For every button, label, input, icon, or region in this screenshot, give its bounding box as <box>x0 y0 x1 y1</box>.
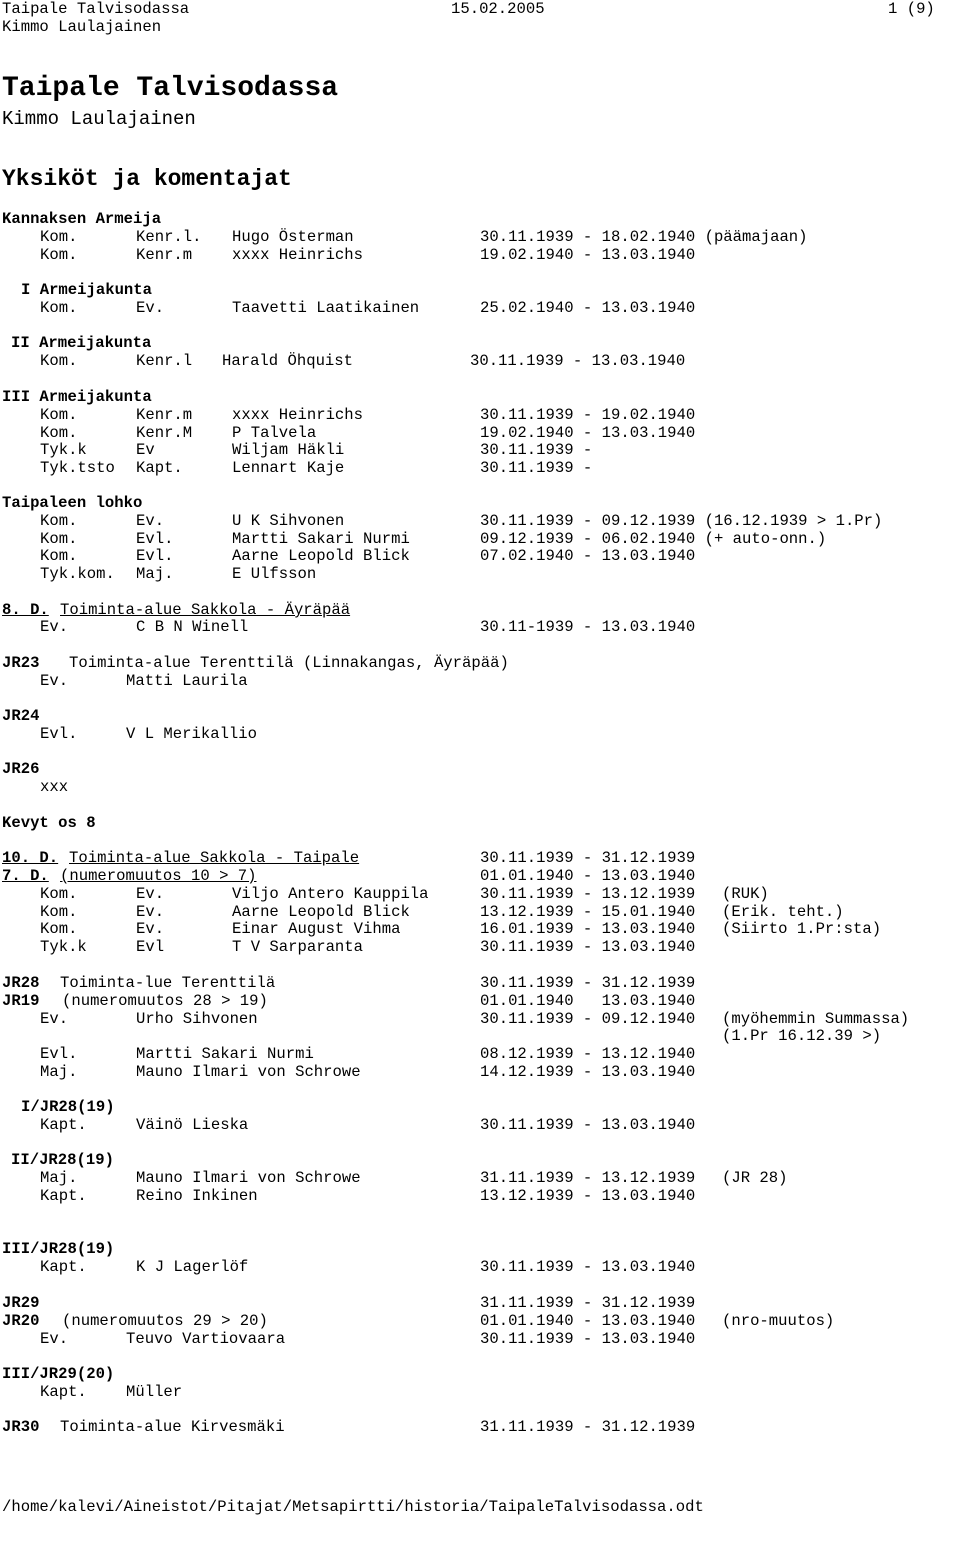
line-text: 31.11.1939 - 31.12.1939 <box>480 1418 696 1436</box>
unit-label: 10. D. <box>2 849 59 867</box>
line-text: 30.11.1939 - 31.12.1939 <box>480 974 696 992</box>
line-text: Tyk.k <box>40 441 87 459</box>
line-text: Kapt. <box>40 1258 87 1276</box>
line-text: Mauno Ilmari von Schrowe <box>136 1063 361 1081</box>
line-text: Toiminta-alue Sakkola - Äyräpää <box>60 601 351 619</box>
line-text: 07.02.1940 - 13.03.1940 <box>480 547 696 565</box>
line-text: Einar August Vihma <box>232 920 401 938</box>
line-text: 16.01.1939 - 13.03.1940 <box>480 920 696 938</box>
line-text: Ev <box>136 441 155 459</box>
line-text: Kom. <box>40 530 78 548</box>
line-text: Hugo Österman <box>232 228 354 246</box>
line-text: T V Sarparanta <box>232 938 364 956</box>
line-text: Martti Sakari Nurmi <box>232 530 410 548</box>
line-text: (numeromuutos 10 > 7) <box>60 867 257 885</box>
line-text: Väinö Lieska <box>136 1116 249 1134</box>
line-text: P Talvela <box>232 424 317 442</box>
header-date: 15.02.2005 <box>451 0 545 18</box>
line-text: Lennart Kaje <box>232 459 345 477</box>
line-text: 08.12.1939 - 13.12.1940 <box>480 1045 696 1063</box>
unit-label: I Armeijakunta <box>21 281 153 299</box>
line-text: Evl. <box>136 530 174 548</box>
unit-label: II/JR28(19) <box>11 1151 114 1169</box>
unit-label: I/JR28(19) <box>21 1098 115 1116</box>
unit-label: II Armeijakunta <box>11 334 152 352</box>
line-text: 19.02.1940 - 13.03.1940 <box>480 246 696 264</box>
line-text: 13.12.1939 - 15.01.1940 <box>480 903 696 921</box>
footer <box>0 1498 704 1552</box>
line-text: 30.11-1939 - 13.03.1940 <box>480 618 696 636</box>
unit-label: JR19 <box>2 992 40 1010</box>
line-text: 14.12.1939 - 13.03.1940 <box>480 1063 696 1081</box>
line-text: K J Lagerlöf <box>136 1258 249 1276</box>
line-text: Kom. <box>40 547 78 565</box>
line-text: (RUK) <box>722 885 769 903</box>
line-text: (Erik. teht.) <box>722 903 844 921</box>
line-text: Kapt. <box>40 1116 87 1134</box>
line-text: Evl. <box>136 547 174 565</box>
unit-label: Kannaksen Armeija <box>2 210 162 228</box>
line-text: Ev. <box>40 1010 69 1028</box>
unit-label: JR28 <box>2 974 40 992</box>
unit-label: JR30 <box>2 1418 40 1436</box>
line-text: Aarne Leopold Blick <box>232 903 410 921</box>
line-text: 30.11.1939 - <box>480 459 593 477</box>
line-text: Kenr.m <box>136 406 193 424</box>
line-text: Ev. <box>40 618 69 636</box>
line-text: Kapt. <box>40 1383 87 1401</box>
line-text: 30.11.1939 - 13.12.1939 <box>480 885 696 903</box>
line-text: Ev. <box>136 920 165 938</box>
line-text: xxx <box>40 778 69 796</box>
unit-label: III Armeijakunta <box>2 388 152 406</box>
line-text: 01.01.1940 13.03.1940 <box>480 992 696 1010</box>
line-text: 30.11.1939 - 19.02.1940 <box>480 406 696 424</box>
line-text: Ev. <box>40 672 69 690</box>
line-text: Kenr.l. <box>136 228 202 246</box>
line-text: (numeromuutos 28 > 19) <box>62 992 268 1010</box>
line-text: Harald Öhquist <box>222 352 354 370</box>
line-text: Kom. <box>40 299 78 317</box>
unit-label: JR24 <box>2 707 40 725</box>
line-text: Maj. <box>136 565 174 583</box>
line-text: (Siirto 1.Pr:sta) <box>722 920 882 938</box>
line-text: U K Sihvonen <box>232 512 345 530</box>
line-text: Urho Sihvonen <box>136 1010 258 1028</box>
line-text: Kapt. <box>40 1187 87 1205</box>
document-title: Taipale Talvisodassa <box>2 73 339 104</box>
line-text: Kom. <box>40 512 78 530</box>
line-text: Ev. <box>136 885 165 903</box>
line-text: xxxx Heinrichs <box>232 406 364 424</box>
line-text: 30.11.1939 - 13.03.1940 <box>480 1258 696 1276</box>
unit-label: Taipaleen lohko <box>2 494 143 512</box>
line-text: xxxx Heinrichs <box>232 246 364 264</box>
line-text: Ev. <box>136 903 165 921</box>
line-text: Toiminta-alue Terenttilä (Linnakangas, Äyräpää) <box>69 654 509 672</box>
line-text: 09.12.1939 - 06.02.1940 (+ auto-onn.) <box>480 530 827 548</box>
line-text: Evl. <box>40 725 78 743</box>
line-text: Kom. <box>40 920 78 938</box>
line-text: Kapt. <box>136 459 183 477</box>
line-text: Kenr.l <box>136 352 193 370</box>
line-text: C B N Winell <box>136 618 249 636</box>
line-text: Mauno Ilmari von Schrowe <box>136 1169 361 1187</box>
line-text: Taavetti Laatikainen <box>232 299 420 317</box>
unit-label: III/JR29(20) <box>2 1365 115 1383</box>
line-text: 13.12.1939 - 13.03.1940 <box>480 1187 696 1205</box>
line-text: 30.11.1939 - 09.12.1939 (16.12.1939 > 1.Pr) <box>480 512 883 530</box>
line-text: 30.11.1939 - 13.03.1940 <box>480 1330 696 1348</box>
line-text: Tyk.k <box>40 938 87 956</box>
line-text: Maj. <box>40 1063 78 1081</box>
header-author: Kimmo Laulajainen <box>2 18 162 36</box>
line-text: (numeromuutos 29 > 20) <box>62 1312 268 1330</box>
line-text: V L Merikallio <box>126 725 258 743</box>
line-text: Kom. <box>40 885 78 903</box>
unit-label: JR23 <box>2 654 40 672</box>
line-text: Teuvo Vartiovaara <box>126 1330 286 1348</box>
line-text: Kom. <box>40 246 78 264</box>
header-title: Taipale Talvisodassa <box>2 0 190 18</box>
unit-label: Kevyt os 8 <box>2 814 96 832</box>
line-text: 30.11.1939 - 31.12.1939 <box>480 849 696 867</box>
line-text: Kenr.m <box>136 246 193 264</box>
line-text: 30.11.1939 - <box>480 441 593 459</box>
line-text: Kom. <box>40 406 78 424</box>
unit-label: 8. D. <box>2 601 49 619</box>
line-text: Kom. <box>40 903 78 921</box>
unit-label: JR20 <box>2 1312 40 1330</box>
line-text: Ev. <box>136 512 165 530</box>
line-text: Wiljam Häkli <box>232 441 345 459</box>
line-text: Kom. <box>40 352 78 370</box>
line-text: Kom. <box>40 424 78 442</box>
line-text: Maj. <box>40 1169 78 1187</box>
line-text: (1.Pr 16.12.39 >) <box>722 1027 882 1045</box>
line-text: Reino Inkinen <box>136 1187 258 1205</box>
line-text: 31.11.1939 - 13.12.1939 <box>480 1169 696 1187</box>
line-text: Aarne Leopold Blick <box>232 547 410 565</box>
unit-label: 7. D. <box>2 867 49 885</box>
line-text: Ev. <box>136 299 165 317</box>
line-text: Müller <box>126 1383 183 1401</box>
line-text: 30.11.1939 - 13.03.1940 <box>470 352 686 370</box>
line-text: E Ulfsson <box>232 565 317 583</box>
unit-label: III/JR28(19) <box>2 1240 115 1258</box>
footer-file-path: /home/kalevi/Aineistot/Pitajat/Metsapirtti/historia/TaipaleTalvisodassa.odt <box>2 1498 704 1516</box>
line-text: Evl <box>136 938 165 956</box>
line-text: Matti Laurila <box>126 672 248 690</box>
line-text: Kom. <box>40 228 78 246</box>
line-text: Ev. <box>40 1330 69 1348</box>
line-text: Martti Sakari Nurmi <box>136 1045 314 1063</box>
line-text: Toiminta-alue Kirvesmäki <box>60 1418 285 1436</box>
line-text: (myöhemmin Summassa) <box>722 1010 910 1028</box>
unit-label: JR26 <box>2 760 40 778</box>
line-text: 31.11.1939 - 31.12.1939 <box>480 1294 696 1312</box>
line-text: (nro-muutos) <box>722 1312 835 1330</box>
header-page-number: 1 (9) <box>888 0 935 18</box>
line-text: Tyk.tsto <box>40 459 115 477</box>
line-text: 25.02.1940 - 13.03.1940 <box>480 299 696 317</box>
line-text: Viljo Antero Kauppila <box>232 885 429 903</box>
line-text: 30.11.1939 - 09.12.1940 <box>480 1010 696 1028</box>
document-subtitle: Kimmo Laulajainen <box>2 108 196 130</box>
unit-label: JR29 <box>2 1294 40 1312</box>
line-text: (JR 28) <box>722 1169 788 1187</box>
line-text: Toiminta-alue Sakkola - Taipale <box>69 849 360 867</box>
section-heading: Yksiköt ja komentajat <box>2 166 292 192</box>
line-text: Tyk.kom. <box>40 565 115 583</box>
line-text: Evl. <box>40 1045 78 1063</box>
line-text: 30.11.1939 - 18.02.1940 (päämajaan) <box>480 228 808 246</box>
line-text: Toiminta-lue Terenttilä <box>60 974 276 992</box>
line-text: 01.01.1940 - 13.03.1940 <box>480 867 696 885</box>
running-header-author <box>0 18 162 72</box>
line-text: 30.11.1939 - 13.03.1940 <box>480 1116 696 1134</box>
line-text: 01.01.1940 - 13.03.1940 <box>480 1312 696 1330</box>
line-text: 30.11.1939 - 13.03.1940 <box>480 938 696 956</box>
line-text: Kenr.M <box>136 424 193 442</box>
line-text: 19.02.1940 - 13.03.1940 <box>480 424 696 442</box>
